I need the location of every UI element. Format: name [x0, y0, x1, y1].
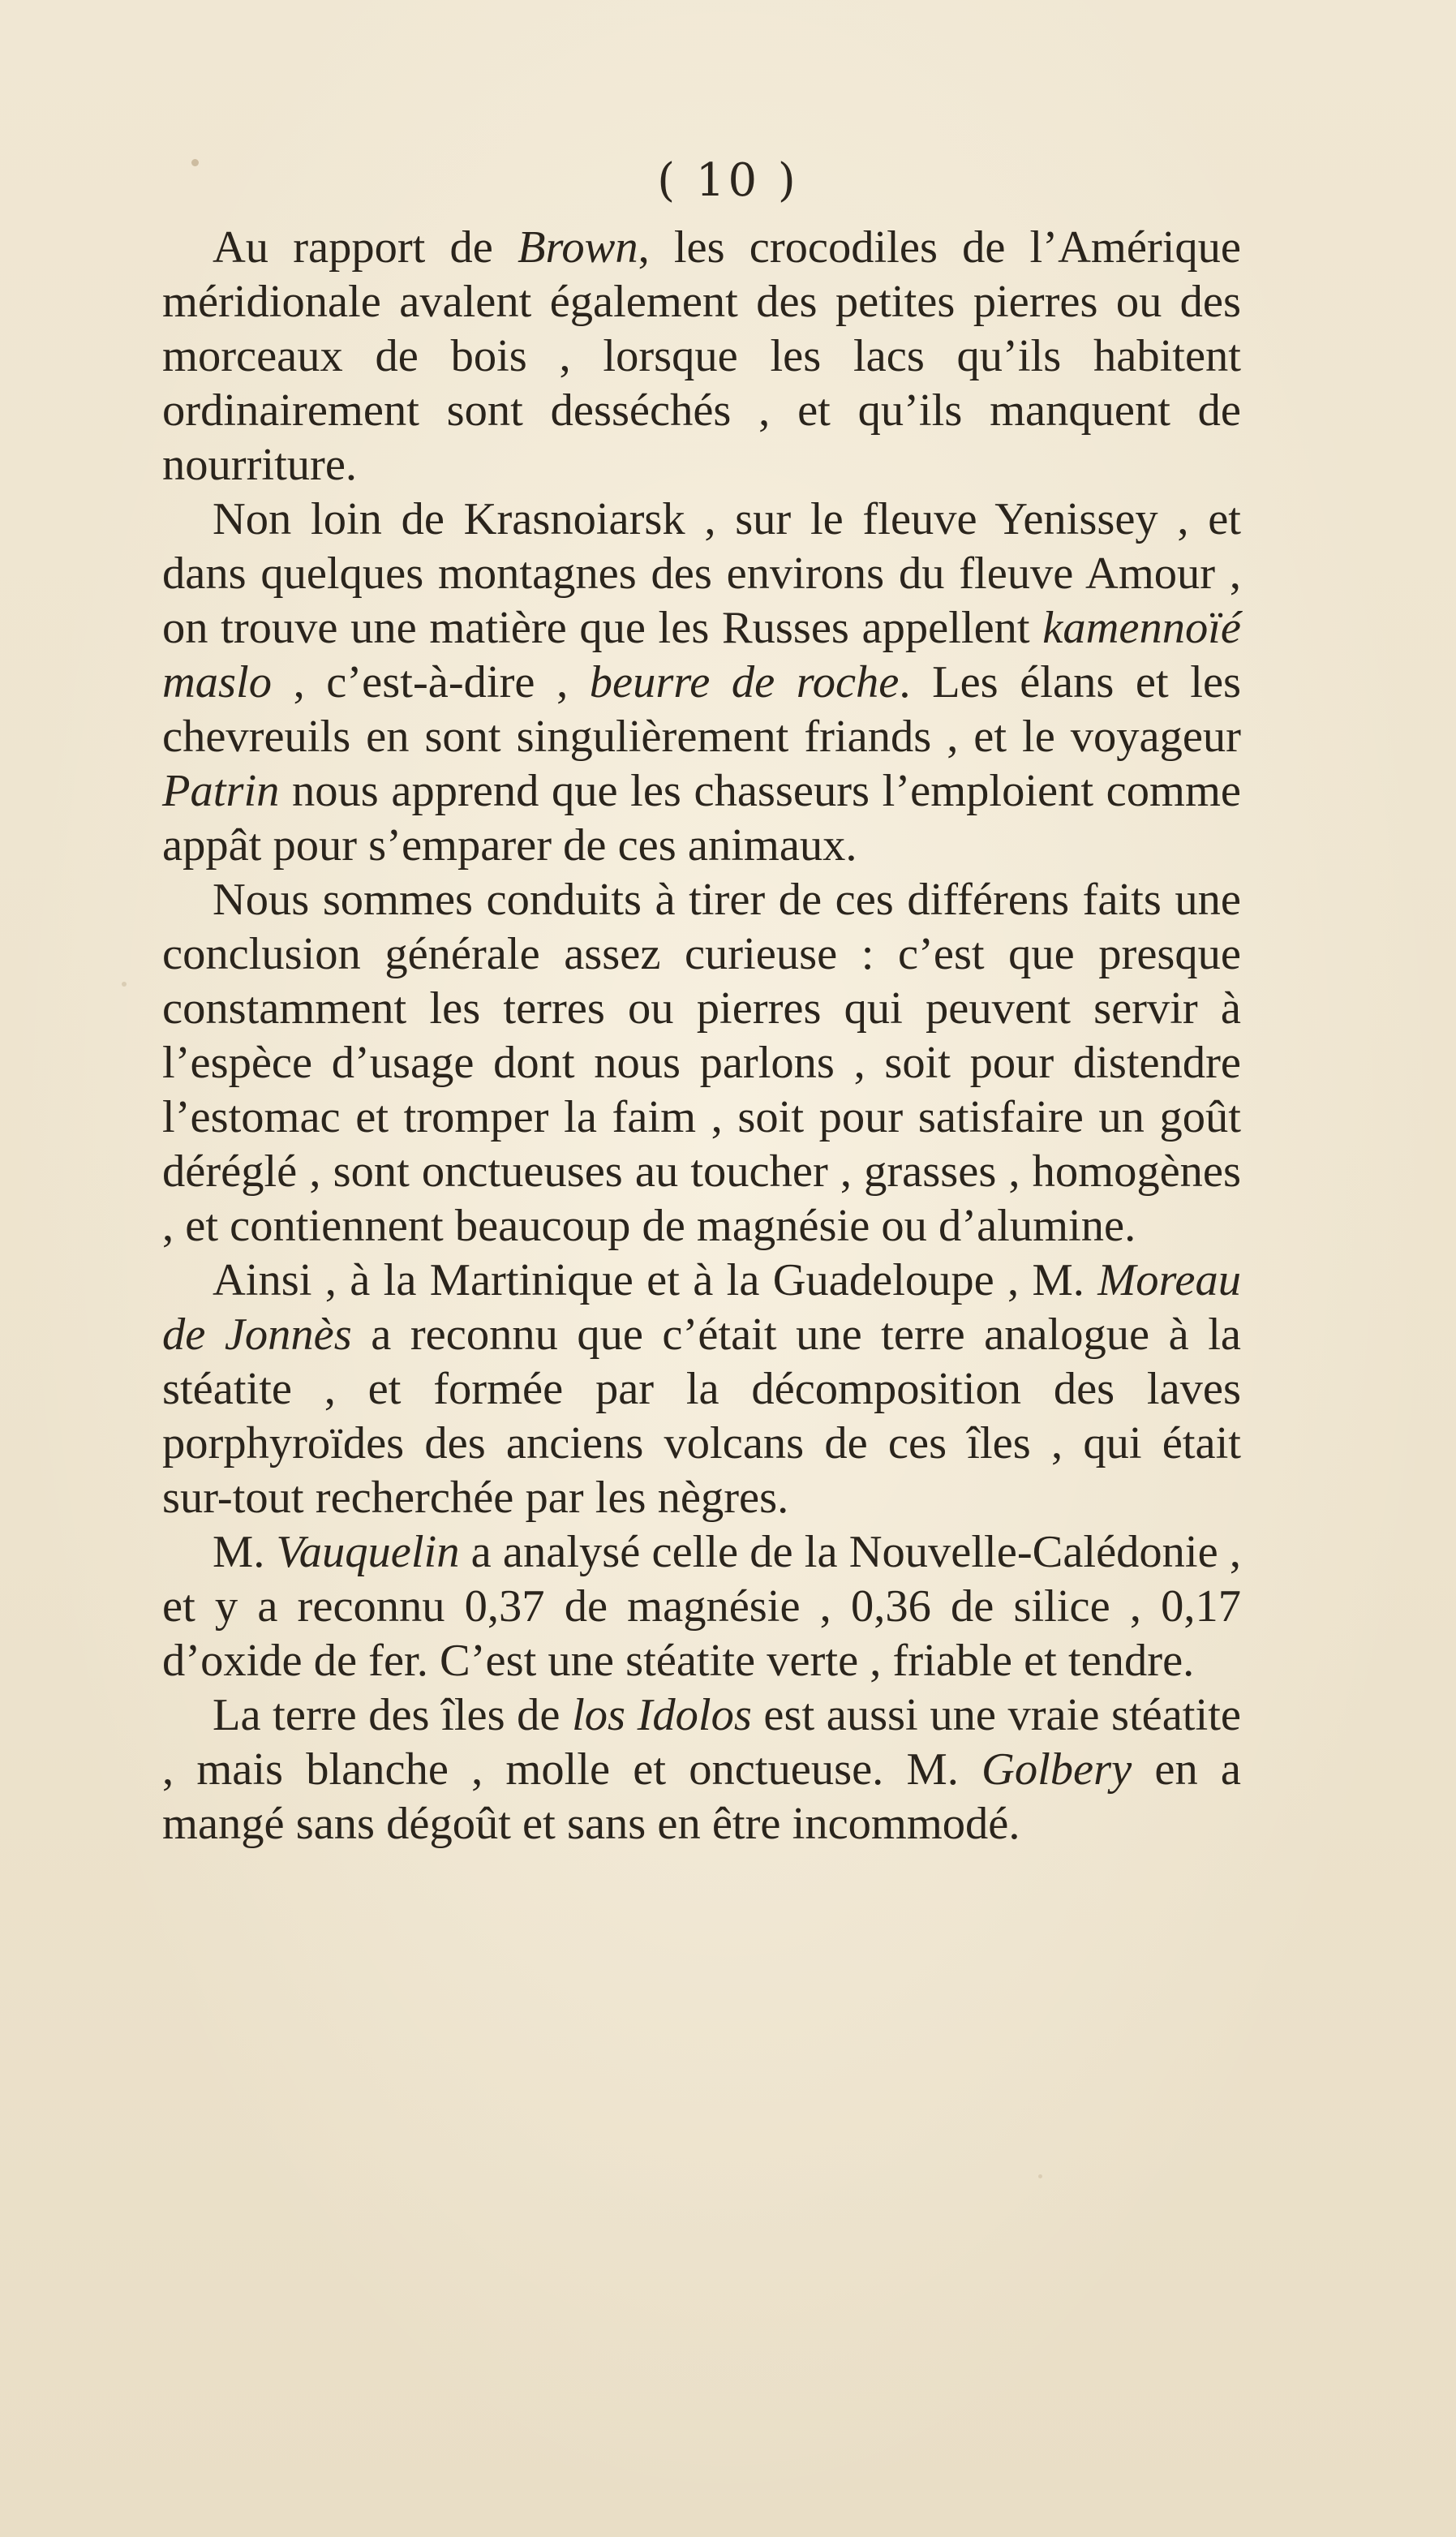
italic-text: kamennoïé maslo — [162, 603, 1241, 707]
text-run: est aussi une vraie stéatite , mais blanche , molle et onctueuse. M. — [162, 1690, 1241, 1795]
paragraph — [162, 1688, 1241, 1851]
text-run: Non loin de Krasnoiarsk , sur le fleuve Yenissey , et dans quelques montagnes des environs du fleuve Amour , on trouve une matière que les Russes appellent — [162, 494, 1241, 653]
page-number: ( 10 ) — [657, 154, 799, 207]
italic-text: Moreau de Jonnès — [162, 1255, 1241, 1360]
text-run: . Les élans et les chevreuils en sont singulièrement friands , et le voyageur — [162, 657, 1242, 762]
text-run: Ainsi , à la Martinique et à la Guadeloupe , M. — [213, 1255, 1098, 1305]
italic-text: beurre de roche — [589, 657, 900, 707]
italic-text: Brown — [517, 222, 638, 273]
paragraph — [162, 221, 1241, 492]
text-run: M. — [213, 1527, 277, 1577]
text-run: Au rapport de — [213, 222, 518, 273]
text-run: La terre des îles de — [213, 1690, 573, 1740]
text-run: , les crocodiles de l’Amérique méridionale avalent également des petites pierres ou des morceaux de bois , lorsque les lacs qu’ils habitent ordinairement sont desséchés , et qu’ils manquent de nourriture. — [162, 222, 1241, 490]
text-run: Nous sommes conduits à tirer de ces différens faits une conclusion générale assez curieuse : c’est que presque constamment les terres ou pierres qui peuvent servir à l’espèce d’usage dont nous parlons , soit pour distendre l’estomac et tromper la faim , soit pour satisfaire un goût déréglé , sont onctueuses au toucher , grasses , homogènes , et contiennent beaucoup de magnésie ou d’alumine. — [162, 875, 1241, 1251]
paragraph — [162, 873, 1241, 1253]
text-run: a analysé celle de la Nouvelle-Calédonie , et y a reconnu 0,37 de magnésie , 0,36 de silice , 0,17 d’oxide de fer. C’est une stéatite verte , friable et tendre. — [162, 1527, 1241, 1686]
paragraph — [162, 492, 1241, 873]
paragraph — [162, 1525, 1241, 1688]
italic-text: Vauquelin — [276, 1527, 460, 1577]
italic-text: Patrin — [162, 766, 280, 816]
paragraph — [162, 1253, 1241, 1525]
paper-stain — [122, 982, 127, 987]
text-run: nous apprend que les chasseurs l’emploient comme appât pour s’emparer de ces animaux. — [162, 766, 1241, 871]
text-run: en a mangé sans dégoût et sans en être incommodé. — [162, 1744, 1241, 1849]
paper-stain — [1038, 2174, 1042, 2178]
italic-text: los Idolos — [572, 1690, 752, 1740]
text-run: , c’est-à-dire , — [272, 657, 590, 707]
text-run: a reconnu que c’était une terre analogue à la stéatite , et formée par la décomposition des laves porphyroïdes des anciens volcans de ces îles , qui était sur-tout recherchée par les nègres. — [162, 1309, 1241, 1523]
body-text — [162, 221, 1241, 1851]
italic-text: Golbery — [981, 1744, 1132, 1795]
